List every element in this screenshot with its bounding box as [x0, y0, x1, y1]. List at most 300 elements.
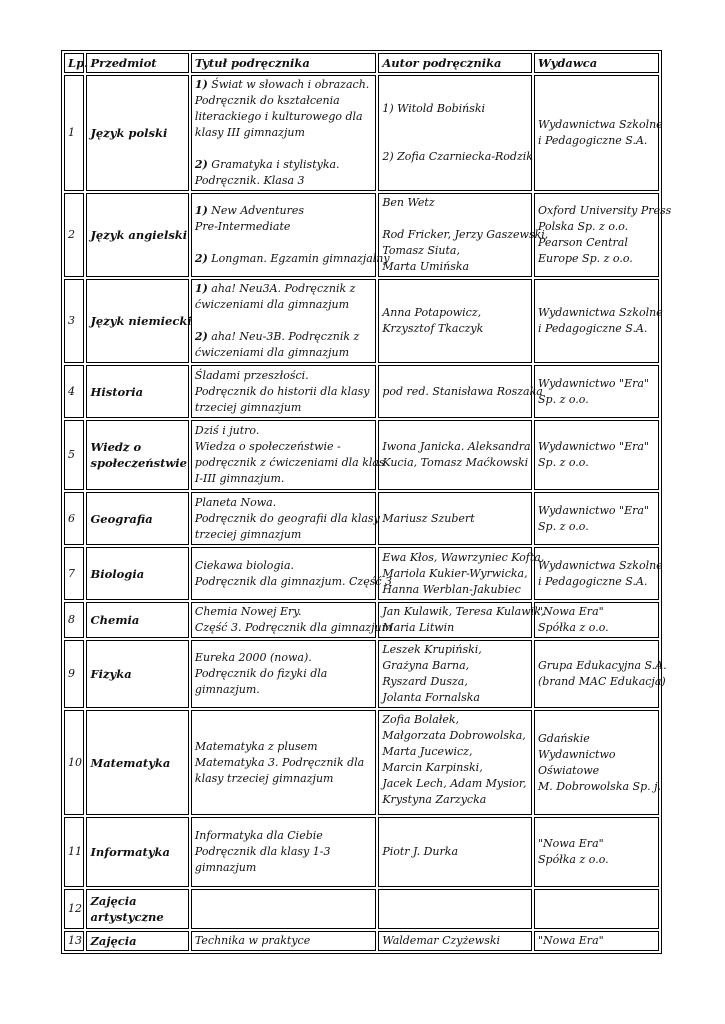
cell-line [195, 828, 372, 844]
line-text: Podręcznik do historii dla klasy [194, 384, 370, 398]
line-text: Dziś i jutro. [194, 424, 260, 437]
table-body [64, 75, 672, 951]
line-text: Śladami przeszłości. [194, 368, 309, 382]
cell-line [194, 574, 393, 590]
line-text: Grażyna Barna, [382, 659, 470, 672]
line-text: Eureka 2000 (nowa). [194, 651, 312, 664]
line-text: pod red. Stanisława Roszaka [382, 384, 543, 398]
cell-line [195, 203, 372, 219]
line-text: Podręcznik do kształcenia [194, 94, 340, 107]
line-text: Sp. z o.o. [538, 519, 589, 533]
cell-line [195, 281, 372, 297]
subject-cell [86, 420, 188, 490]
cell-line [195, 93, 372, 109]
line-text: Sp. z o.o. [538, 456, 589, 469]
line-text: podręcznik z ćwiczeniami dla klas [194, 456, 385, 469]
line-text: Technika w praktyce [194, 934, 311, 947]
subject-cell [86, 193, 188, 277]
cell-line [195, 329, 372, 345]
line-text: Sp. z o.o. [538, 392, 589, 406]
cell-line [538, 305, 663, 321]
cell-line [195, 157, 372, 173]
row-number: 9 [64, 640, 84, 708]
line-text: Hanna Werblan-Jakubiec [382, 582, 521, 596]
line-text: New Adventures [207, 204, 305, 217]
cell-line [194, 620, 393, 636]
cell-line [195, 77, 372, 93]
header-row [64, 53, 659, 73]
line-text: M. Dobrowolska Sp. j. [538, 779, 662, 793]
item-number: 2) [194, 330, 208, 343]
cell-line [194, 251, 390, 267]
line-text: Marta Umińska [382, 260, 470, 273]
subject-cell [86, 931, 188, 951]
subject-cell [86, 279, 192, 363]
row-number: 2 [64, 193, 84, 277]
cell-line [382, 305, 528, 321]
line-text: Rod Fricker, Jerzy Gaszewski, [382, 228, 549, 241]
line-text: 1) Witold Bobiński [382, 102, 486, 115]
subject-cell [86, 365, 188, 418]
row-number: 8 [64, 602, 84, 638]
subject-cell [86, 75, 188, 191]
subject-cell [86, 602, 188, 638]
header-title: Tytuł podręcznika [191, 53, 376, 73]
line-spacer [195, 313, 372, 329]
line-text: Wydawnictwa Szkolne [538, 558, 663, 572]
cell-line [538, 235, 655, 251]
line-text: (brand MAC Edukacja) [538, 675, 666, 688]
line-text: Część 3. Podręcznik dla gimnazjum [194, 621, 393, 634]
table-row [64, 75, 659, 191]
line-text: Podręcznik do fizyki dla [194, 667, 328, 680]
textbook-title-cell [191, 547, 393, 600]
line-text: Marcin Karpinski, [382, 761, 483, 774]
subject-name: Zajęcia [90, 934, 137, 948]
cell-line [382, 511, 528, 527]
publisher-cell [534, 640, 667, 708]
cell-line [382, 566, 528, 582]
line-text: Pearson Central [538, 236, 628, 249]
line-text: Podręcznik. Klasa 3 [194, 174, 305, 187]
textbook-title-cell [191, 710, 376, 815]
subject-name: artystyczne [90, 910, 164, 924]
line-text: Longman. Egzamin gimnazjalny [207, 252, 390, 265]
cell-line [538, 763, 655, 779]
line-text: Marta Jucewicz, [382, 745, 473, 758]
line-text: Oświatowe [538, 763, 600, 777]
cell-line [382, 728, 528, 744]
line-text: Tomasz Siuta, [382, 244, 460, 257]
table-row [64, 889, 659, 929]
line-text: "Nowa Era" [538, 605, 604, 618]
publisher-cell [534, 817, 659, 887]
author-cell [378, 420, 532, 490]
subject-cell [86, 492, 188, 545]
cell-line [382, 384, 543, 400]
line-text: Leszek Krupiński, [382, 643, 482, 656]
line-text: Krystyna Zarzycka [382, 793, 487, 806]
cell-line [538, 133, 655, 149]
author-cell [378, 710, 532, 815]
line-text: Ciekawa biologia. [194, 558, 294, 572]
textbook-title-cell [191, 817, 376, 887]
row-number: 11 [64, 817, 84, 887]
cell-line [538, 574, 655, 590]
table-row [64, 710, 659, 815]
line-text: Spółka z o.o. [538, 621, 609, 634]
subject-name: Chemia [90, 613, 140, 627]
cell-line [195, 400, 372, 416]
table-row [64, 193, 659, 277]
subject-cell [86, 547, 188, 600]
cell-line [382, 760, 528, 776]
cell-line [195, 471, 372, 487]
subject-name: społeczeństwie [90, 456, 187, 470]
cell-line [538, 321, 655, 337]
cell-line [538, 203, 672, 219]
line-text: Wiedza o społeczeństwie - [194, 440, 341, 453]
subject-name: Język polski [90, 126, 168, 140]
cell-line [538, 251, 655, 267]
line-text: klasy III gimnazjum [194, 126, 305, 139]
line-text: Matematyka 3. Podręcznik dla [194, 755, 365, 769]
publisher-cell [534, 492, 659, 545]
line-text: 2) Zofia Czarniecka-Rodzik [382, 150, 533, 163]
line-text: Ewa Kłos, Wawrzyniec Kofta, [382, 550, 545, 564]
line-text: Małgorzata Dobrowolska, [382, 729, 526, 742]
line-spacer [382, 133, 528, 149]
row-number: 13 [64, 931, 84, 951]
cell-line [382, 744, 528, 760]
line-text: Jolanta Fornalska [382, 691, 480, 704]
publisher-cell [534, 75, 663, 191]
subject-name: Wiedz o [90, 440, 142, 454]
cell-line [195, 650, 372, 666]
table-row [64, 931, 659, 951]
line-text: Oxford University Press [538, 204, 672, 217]
subject-name: Informatyka [90, 845, 170, 859]
cell-line [195, 125, 372, 141]
line-text: trzeciej gimnazjum [194, 400, 302, 414]
cell-line [538, 376, 655, 392]
line-text: Jacek Lech, Adam Mysior, [382, 777, 527, 790]
line-text: Świat w słowach i obrazach. [207, 78, 370, 91]
publisher-cell [534, 710, 662, 815]
cell-line [195, 345, 372, 361]
publisher-cell [534, 931, 659, 951]
line-text: Gdańskie [538, 731, 590, 745]
publisher-cell [534, 889, 659, 929]
row-number: 6 [64, 492, 84, 545]
cell-line [195, 755, 372, 771]
cell-line [195, 527, 372, 543]
line-text: Iwona Janicka. Aleksandra [382, 440, 531, 453]
textbook-title-cell [191, 75, 376, 191]
cell-line [382, 620, 528, 636]
cell-line [382, 321, 528, 337]
publisher-cell [534, 365, 659, 418]
cell-line [194, 455, 385, 471]
line-text: i Pedagogiczne S.A. [538, 574, 648, 588]
item-number: 2) [194, 252, 208, 265]
cell-line [538, 620, 655, 636]
textbook-table [61, 50, 672, 954]
cell-line [195, 682, 372, 698]
line-text: "Nowa Era" [538, 837, 604, 850]
cell-line [538, 455, 655, 471]
cell-line [538, 779, 662, 795]
line-text: Wydawnictwo "Era" [538, 376, 649, 390]
line-text: Spółka z o.o. [538, 853, 609, 866]
cell-line [382, 195, 528, 211]
cell-line [195, 384, 372, 400]
line-text: aha! Neu3A. Podręcznik z [207, 282, 356, 295]
cell-line [195, 423, 372, 439]
table-row [64, 279, 659, 363]
cell-line [382, 712, 528, 728]
cell-line [382, 101, 528, 117]
cell-line [195, 844, 372, 860]
line-text: Europe Sp. z o.o. [538, 252, 633, 265]
line-text: Waldemar Czyżewski [382, 934, 501, 947]
line-text: Ryszard Dusza, [382, 675, 468, 688]
cell-line [195, 368, 372, 384]
publisher-cell [534, 193, 672, 277]
author-cell [378, 931, 532, 951]
publisher-cell [534, 420, 659, 490]
author-cell [378, 492, 532, 545]
cell-line [195, 495, 372, 511]
publisher-cell [534, 547, 663, 600]
cell-line [195, 109, 372, 125]
cell-line [382, 243, 528, 259]
textbook-list-page [61, 50, 672, 954]
cell-line [538, 439, 655, 455]
cell-line [538, 558, 663, 574]
author-cell [378, 547, 545, 600]
line-text: Wydawnictwa Szkolne [538, 306, 663, 319]
textbook-title-cell [191, 492, 380, 545]
subject-name: Geografia [90, 511, 153, 526]
cell-line [195, 933, 372, 949]
cell-line [195, 771, 372, 787]
cell-line [195, 173, 372, 189]
row-number: 3 [64, 279, 84, 363]
cell-line [382, 776, 528, 792]
line-text: Podręcznik dla gimnazjum. Część 3 [194, 574, 393, 588]
author-cell [378, 193, 549, 277]
cell-line [195, 219, 372, 235]
textbook-title-cell [191, 420, 385, 490]
author-cell [378, 279, 532, 363]
cell-line [538, 674, 666, 690]
cell-line [538, 117, 663, 133]
subject-name: Fizyka [90, 667, 132, 681]
textbook-title-cell [191, 193, 390, 277]
row-number: 7 [64, 547, 84, 600]
cell-line [195, 666, 372, 682]
line-text: Krzysztof Tkaczyk [382, 322, 484, 335]
table-row [64, 547, 659, 600]
line-spacer [382, 211, 528, 227]
line-text: literackiego i kulturowego dla [194, 110, 363, 123]
item-number: 1) [194, 78, 208, 91]
cell-line [382, 227, 549, 243]
cell-line [194, 511, 380, 527]
cell-line [538, 392, 655, 408]
cell-line [382, 844, 528, 860]
subject-name: Matematyka [90, 755, 171, 770]
cell-line [382, 792, 528, 808]
subject-cell [86, 889, 188, 929]
cell-line [382, 259, 528, 275]
subject-name: Biologia [90, 566, 145, 581]
line-text: Pre-Intermediate [194, 220, 291, 233]
header-lp: Lp. [64, 53, 84, 73]
cell-line [195, 739, 372, 755]
textbook-title-cell [191, 602, 393, 638]
table-row [64, 817, 659, 887]
line-text: Ben Wetz [382, 196, 435, 209]
textbook-title-cell [191, 640, 376, 708]
line-text: Maria Litwin [382, 621, 455, 634]
header-subject: Przedmiot [86, 53, 188, 73]
table-row [64, 602, 659, 638]
line-text: Wydawnictwo "Era" [538, 503, 649, 517]
author-cell [378, 640, 532, 708]
row-number: 4 [64, 365, 84, 418]
line-spacer [195, 235, 372, 251]
line-text: Chemia Nowej Ery. [194, 605, 302, 618]
line-text: Piotr J. Durka [382, 845, 458, 858]
author-cell [378, 889, 532, 929]
cell-line [538, 219, 655, 235]
item-number: 1) [194, 204, 208, 217]
row-number: 5 [64, 420, 84, 490]
textbook-title-cell [191, 365, 376, 418]
cell-line [382, 642, 528, 658]
line-text: i Pedagogiczne S.A. [538, 134, 648, 147]
textbook-title-cell [191, 889, 376, 929]
line-text: Kucia, Tomasz Maćkowski [382, 456, 529, 469]
author-cell [378, 817, 532, 887]
subject-name: Język angielski [90, 228, 188, 242]
line-text: gimnazjum [194, 861, 257, 874]
cell-line [382, 149, 533, 165]
subject-name: Język niemiecki [90, 314, 192, 328]
subject-cell [86, 817, 188, 887]
cell-line [538, 852, 655, 868]
cell-line [538, 731, 655, 747]
author-cell [378, 602, 545, 638]
cell-line [382, 690, 528, 706]
cell-line [382, 550, 545, 566]
line-text: Jan Kulawik, Teresa Kulawik, [382, 605, 545, 618]
table-row [64, 492, 659, 545]
cell-line [538, 658, 667, 674]
cell-line [382, 604, 545, 620]
line-text: Matematyka z plusem [194, 739, 318, 753]
line-text: Planeta Nowa. [194, 495, 277, 509]
line-text: I-III gimnazjum. [194, 472, 285, 485]
line-spacer [382, 117, 528, 133]
line-text: "Nowa Era" [538, 934, 604, 947]
line-text: Wydawnictwo "Era" [538, 440, 649, 453]
line-text: gimnazjum. [194, 683, 260, 696]
cell-line [382, 582, 528, 598]
subject-cell [86, 710, 188, 815]
cell-line [538, 933, 655, 949]
line-text: aha! Neu-3B. Podręcznik z [207, 330, 360, 343]
line-text: Gramatyka i stylistyka. [207, 158, 340, 171]
row-number: 12 [64, 889, 84, 929]
cell-line [538, 836, 655, 852]
publisher-cell [534, 279, 663, 363]
cell-line [195, 439, 372, 455]
line-text: klasy trzeciej gimnazjum [194, 771, 334, 785]
line-text: ćwiczeniami dla gimnazjum [194, 298, 350, 311]
line-text: Podręcznik do geografii dla klasy [194, 511, 380, 525]
line-text: ćwiczeniami dla gimnazjum [194, 346, 350, 359]
header-publisher: Wydawca [534, 53, 659, 73]
cell-line [195, 297, 372, 313]
item-number: 1) [194, 282, 208, 295]
cell-line [382, 674, 528, 690]
line-text: Wydawnictwo [538, 747, 616, 761]
line-text: Wydawnictwa Szkolne [538, 118, 663, 131]
cell-line [538, 503, 655, 519]
line-text: Informatyka dla Ciebie [194, 829, 323, 842]
cell-line [538, 604, 655, 620]
row-number: 10 [64, 710, 84, 815]
item-number: 2) [194, 158, 208, 171]
cell-line [538, 747, 655, 763]
line-text: Grupa Edukacyjna S.A. [538, 659, 667, 672]
textbook-title-cell [191, 279, 376, 363]
row-number: 1 [64, 75, 84, 191]
cell-line [538, 519, 655, 535]
table-row [64, 640, 659, 708]
line-text: Anna Potapowicz, [382, 306, 482, 319]
line-text: Mariola Kukier-Wyrwicka, [382, 566, 528, 580]
line-text: Mariusz Szubert [382, 511, 475, 525]
line-text: i Pedagogiczne S.A. [538, 322, 648, 335]
line-text: Zofia Bolałek, [382, 713, 460, 726]
cell-line [195, 604, 372, 620]
cell-line [382, 439, 531, 455]
cell-line [382, 658, 528, 674]
line-spacer [195, 141, 372, 157]
header-author: Autor podręcznika [378, 53, 532, 73]
line-text: Podręcznik dla klasy 1-3 [194, 845, 331, 858]
subject-cell [86, 640, 188, 708]
textbook-title-cell [191, 931, 376, 951]
cell-line [195, 558, 372, 574]
subject-name: Historia [90, 384, 144, 399]
publisher-cell [534, 602, 659, 638]
cell-line [195, 860, 372, 876]
author-cell [378, 365, 543, 418]
subject-name: Zajęcia [90, 894, 137, 908]
line-text: trzeciej gimnazjum [194, 527, 302, 541]
table-row [64, 420, 659, 490]
cell-line [382, 455, 528, 471]
table-row [64, 365, 659, 418]
cell-line [382, 933, 528, 949]
line-text: Polska Sp. z o.o. [538, 220, 629, 233]
author-cell [378, 75, 532, 191]
